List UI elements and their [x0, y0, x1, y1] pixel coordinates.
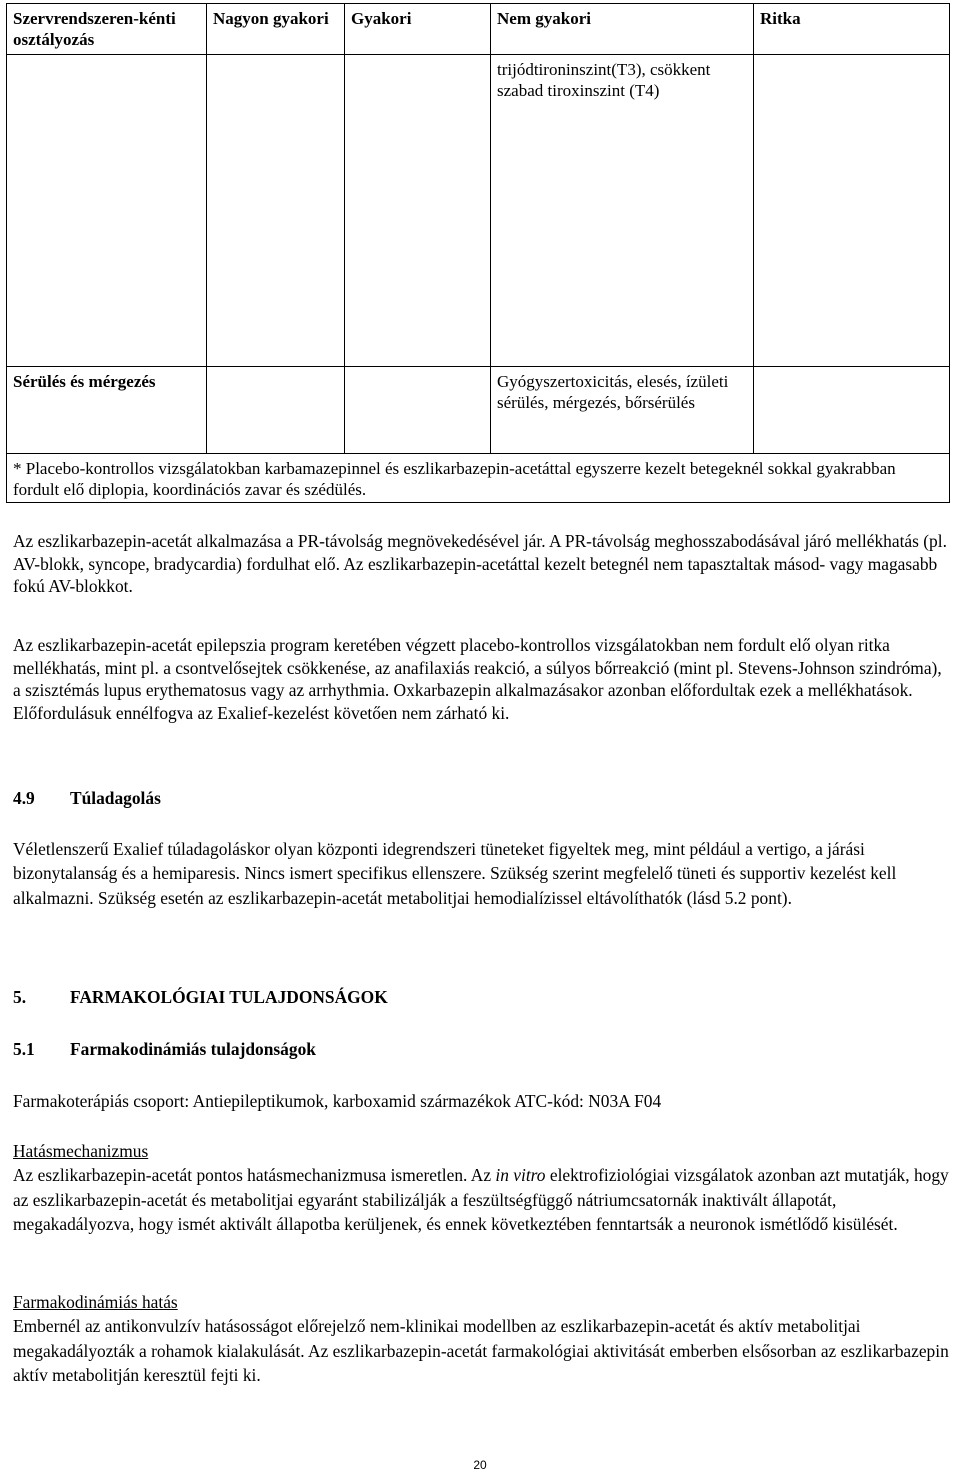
section-title: Túladagolás	[70, 788, 161, 808]
section-number: 4.9	[13, 788, 35, 808]
cell-very-common	[207, 367, 345, 454]
pharmacotherapeutic-group: Farmakoterápiás csoport: Antiepileptikumok, karboxamid származékok ATC-kód: N03A F04	[13, 1091, 662, 1111]
section-title: FARMAKOLÓGIAI TULAJDONSÁGOK	[70, 987, 388, 1007]
section-title: Farmakodinámiás tulajdonságok	[70, 1039, 316, 1059]
pr-interval-paragraph: Az eszlikarbazepin-acetát alkalmazása a PR-távolság megnövekedésével jár. A PR-távolság meghosszabodásával járó mellékhatás (pl. AV-blokk, syncope, bradycardia) fordulhat elő. Az eszlikarbazepin-acetáttal kezelt betegnél nem tapasztaltak másod- vagy magasabb fokú AV-blokkot.	[13, 531, 947, 597]
table-row	[7, 55, 950, 367]
cell-uncommon	[491, 367, 754, 454]
cell-organ	[7, 55, 207, 367]
mechanism-subheading: Hatásmechanizmus	[13, 1141, 149, 1161]
header-uncommon: Nem gyakori	[491, 4, 754, 55]
mechanism-text-b: elektrofiziológiai vizsgálatok azonban azt mutatják, hogy az eszlikarbazepin-acetát és metabolitjai egyaránt stabilizálják a feszültségfüggő nátriumcsatornák inaktivált állapotát, megakadályozva, hogy ismét aktivált állapotba kerüljenek, és ennek következtében fenntartsák a neuronok ismétlődő kisülését.	[13, 1165, 949, 1235]
mechanism-italic: in vitro	[495, 1165, 546, 1186]
section-number: 5.1	[13, 1039, 35, 1059]
rare-reactions-paragraph: Az eszlikarbazepin-acetát epilepszia program keretében végzett placebo-kontrollos vizsgálatokban nem fordult elő olyan ritka mellékhatás, mint pl. a csontvelősejtek csökkenése, az anafilaxiás reakció, a súlyos bőrreakció (mint pl. Stevens-Johnson szindróma), a szisztémás lupus erythematosus vagy az arrhythmia. Oxkarbazepin alkalmazásakor azonban előfordultak ezek a mellékhatások. Előfordulásuk ennélfogva az Exalief-kezelést követően nem zárható ki.	[13, 635, 942, 723]
header-common: Gyakori	[345, 4, 491, 55]
cell-uncommon-text: trijódtironinszint(T3), csökkent szabad tiroxinszint (T4)	[497, 60, 711, 100]
header-very-common: Nagyon gyakori	[207, 4, 345, 55]
mechanism-block	[13, 1139, 951, 1237]
header-rare: Ritka	[754, 4, 950, 55]
adverse-reactions-table	[6, 3, 950, 503]
cell-very-common	[207, 55, 345, 367]
cell-common	[345, 367, 491, 454]
page-number: 20	[473, 1458, 487, 1472]
table-header-row	[7, 4, 950, 55]
table-row	[7, 367, 950, 454]
cell-common	[345, 55, 491, 367]
table-footnote-row	[7, 454, 950, 503]
cell-organ: Sérülés és mérgezés	[7, 367, 207, 454]
pharmacodynamic-text: Embernél az antikonvulzív hatásosságot előrejelző nem-klinikai modellben az eszlikarbazepin-acetát és aktív metabolitjai megakadályozták a rohamok kialakulását. Az eszlikarbazepin-acetát farmakológiai aktivitását emberben elsősorban az eszlikarbazepin aktív metabolitján keresztül fejti ki.	[13, 1316, 949, 1386]
section-number: 5.	[13, 987, 27, 1007]
cell-rare	[754, 55, 950, 367]
pharmacodynamic-block	[13, 1290, 951, 1388]
mechanism-text-a: Az eszlikarbazepin-acetát pontos hatásmechanizmusa ismeretlen. Az	[13, 1165, 492, 1186]
overdose-paragraph: Véletlenszerű Exalief túladagoláskor olyan központi idegrendszeri tüneteket figyeltek meg, mint például a vertigo, a járási bizonytalanság és a hemiparesis. Nincs ismert specifikus ellenszere. Szükség szerint megfelelő tüneti és supportiv kezelést kell alkalmazni. Szükség esetén az eszlikarbazepin-acetát metabolitjai hemodialízissel eltávolíthatók (lásd 5.2 pont).	[13, 839, 897, 908]
section-4-9-heading	[13, 788, 161, 809]
table-footnote: * Placebo-kontrollos vizsgálatokban karbamazepinnel és eszlikarbazepin-acetáttal egyszerre kezelt betegeknél sokkal gyakrabban fordult elő diplopia, koordinációs zavar és szédülés.	[7, 454, 950, 503]
header-organ-class: Szervrendszeren-kénti osztályozás	[7, 4, 207, 55]
cell-uncommon	[491, 55, 754, 367]
pharmacodynamic-subheading: Farmakodinámiás hatás	[13, 1292, 178, 1312]
cell-uncommon-text: Gyógyszertoxicitás, elesés, ízületi sérülés, mérgezés, bőrsérülés	[497, 372, 729, 412]
section-5-1-heading	[13, 1039, 316, 1060]
section-5-heading	[13, 987, 388, 1008]
cell-rare	[754, 367, 950, 454]
